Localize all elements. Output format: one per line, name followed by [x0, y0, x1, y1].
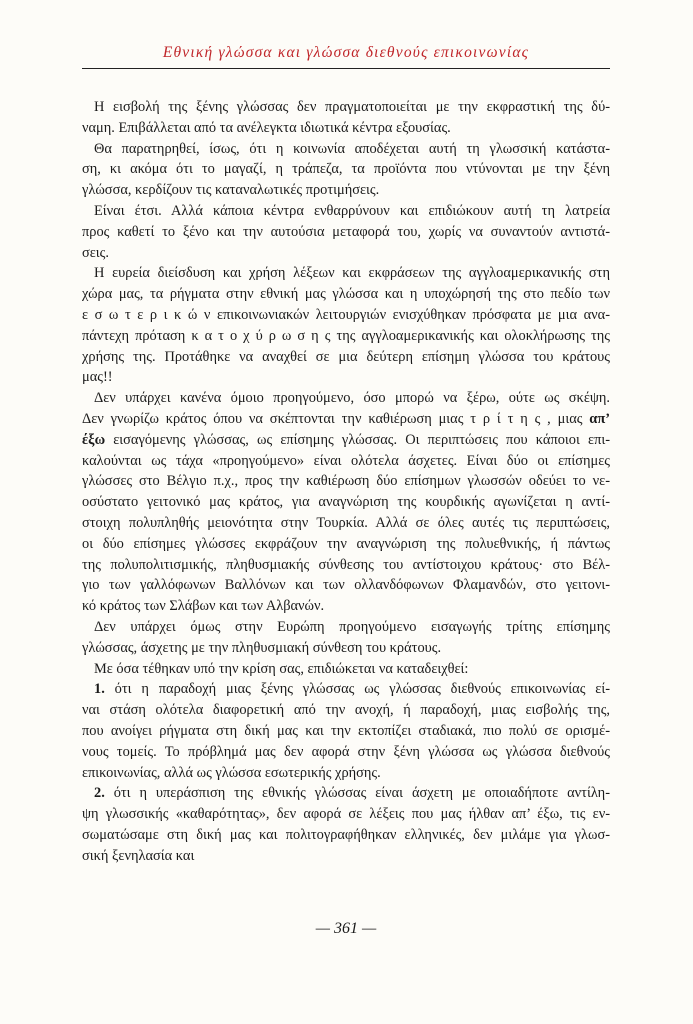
text-line: προς καθετί το ξένο και την αυτούσια μεταφορά του, χωρίς να συναντούν αντιστά-: [82, 223, 610, 240]
text-line: Με όσα τέθηκαν υπό την κρίση σας, επιδιώκεται να καταδειχθεί:: [94, 660, 469, 677]
text-line: γλώσσας, άσχετης με την πληθυσμιακή σύνθεση του κράτους.: [82, 639, 442, 656]
text-line: 1. ότι η παραδοχή μιας ξένης γλώσσας ως γλώσσας διεθνούς επικοινωνίας εί-: [94, 681, 610, 698]
text-line: έξω εισαγόμενης γλώσσας, ως επίσημης γλώσσας. Οι περιπτώσεις που κάποιοι επι-: [82, 431, 610, 448]
text-line: χρήσης της. Προτάθηκε να αναχθεί σε μια δεύτερη επίσημη γλώσσα του κράτους: [82, 348, 610, 365]
text-line: ψη γλωσσικής «καθαρότητας», δεν αφορά σε λέξεις που μας ήλθαν απ’ έξω, τις εν-: [82, 806, 610, 823]
text-line: της πολυπολιτισμικής, πληθυσμιακής σύνθεσης του αντίστοιχου κράτους· στο Βέλ-: [82, 556, 610, 573]
text-line: ναμη. Επιβάλλεται από τα ανέλεγκτα ιδιωτικά κέντρα εξουσίας.: [82, 119, 451, 136]
text-line: Δεν υπάρχει όμως στην Ευρώπη προηγούμενο εισαγωγής τρίτης επίσημης: [94, 618, 610, 635]
text-line: Δεν γνωρίζω κράτος όπου να σκέπτονται την καθιέρωση μιας τ ρ ί τ η ς , μιας απ’: [82, 410, 610, 427]
text-line: που ανοίγει ρήγματα στη δική μας και την εκτοπίζει σταδιακά, πιο πολύ σε ορισμέ-: [82, 722, 610, 739]
text-line: ση, κι ακόμα ότι το μαγαζί, η τράπεζα, τα προϊόντα που ντύνονται με την ξένη: [82, 161, 610, 178]
running-head: Εθνική γλώσσα και γλώσσα διεθνούς επικοινωνίας: [162, 44, 530, 61]
text-line: οι δύο επίσημες γλώσσες εκφράζουν την αναγνώριση της πολυεθνικής, ή πάντως: [82, 535, 610, 552]
text-line: γλώσσα, κερδίζουν τις καταναλωτικές προτιμήσεις.: [82, 182, 380, 199]
body-text: [82, 97, 610, 866]
text-line: στοιχη πολυπληθής μειονότητα στην Τουρκία. Αλλά σε όλες αυτές τις περιπτώσεις,: [82, 514, 610, 531]
text-line: χώρα μας, τα ρήγματα στην εθνική μας γλώσσα και η υποχώρησή της στο πεδίο των: [82, 286, 610, 303]
header-rule: [82, 68, 610, 69]
text-line: Η εισβολή της ξένης γλώσσας δεν πραγματοποιείται με την εκφραστική της δύ-: [94, 99, 610, 115]
text-line: πάντεχη πρόταση κ α τ ο χ ύ ρ ω σ η ς της αγγλοαμερικανικής και ολοκλήρωσης της: [82, 327, 610, 344]
text-line: ε σ ω τ ε ρ ι κ ώ ν επικοινωνιακών λειτουργιών ενισχύθηκαν πρόσφατα με μια ανα-: [82, 306, 610, 323]
text-line: Η ευρεία διείσδυση και χρήση λέξεων και εκφράσεων της αγγλοαμερικανικής στη: [94, 265, 610, 282]
text-line: καλούνται ως τάχα «προηγούμενο» είναι ολότελα άσχετες. Είναι δύο οι επίσημες: [82, 452, 610, 469]
text-line: ναι στάση ολότελα διαφορετική από την ανοχή, ή παραδοχή, μιας εισβολής της,: [82, 702, 610, 719]
text-line: επικοινωνίας, αλλά ως γλώσσα εσωτερικής χρήσης.: [82, 764, 381, 781]
text-line: σεις.: [82, 244, 109, 261]
text-line: Θα παρατηρηθεί, ίσως, ότι η κοινωνία αποδέχεται αυτή τη γλωσσική κατάστα-: [94, 140, 610, 157]
text-line: γιο των γαλλόφωνων Βαλλόνων και των ολλανδόφωνων Φλαμανδών, στο γειτονι-: [82, 577, 610, 594]
text-line: σωματώσαμε στη δική μας και πολιτογραφήθηκαν ελληνικές, δεν μιλάμε για γλωσ-: [82, 826, 610, 843]
text-line: νους τομείς. Το πρόβλημά μας δεν αφορά στην ξένη γλώσσα ως γλώσσα διεθνούς: [82, 743, 610, 760]
text-line: 2. ότι η υπεράσπιση της εθνικής γλώσσας είναι άσχετη με οποιαδήποτε αντίλη-: [94, 785, 610, 802]
text-line: οσύστατο γειτονικό μας κράτος, για αναγνώριση της κουρδικής αγωνίζεται η αντί-: [82, 494, 610, 511]
page-number: — 361 —: [315, 920, 377, 937]
text-line: Δεν υπάρχει κανένα όμοιο προηγούμενο, όσο μπορώ να ξέρω, ούτε ως σκέψη.: [94, 390, 610, 407]
text-line: σική ξενηλασία και: [82, 847, 195, 864]
text-line: γλώσσες στο Βέλγιο π.χ., προς την καθιέρωση δύο επίσημων γλωσσών οδεύει το νε-: [82, 473, 610, 490]
text-line: κό κράτος των Σλάβων και των Αλβανών.: [82, 598, 325, 615]
text-line: μας!!: [82, 369, 113, 386]
text-line: Είναι έτσι. Αλλά κάποια κέντρα ενθαρρύνουν και επιδιώκουν αυτή τη λατρεία: [94, 202, 610, 219]
